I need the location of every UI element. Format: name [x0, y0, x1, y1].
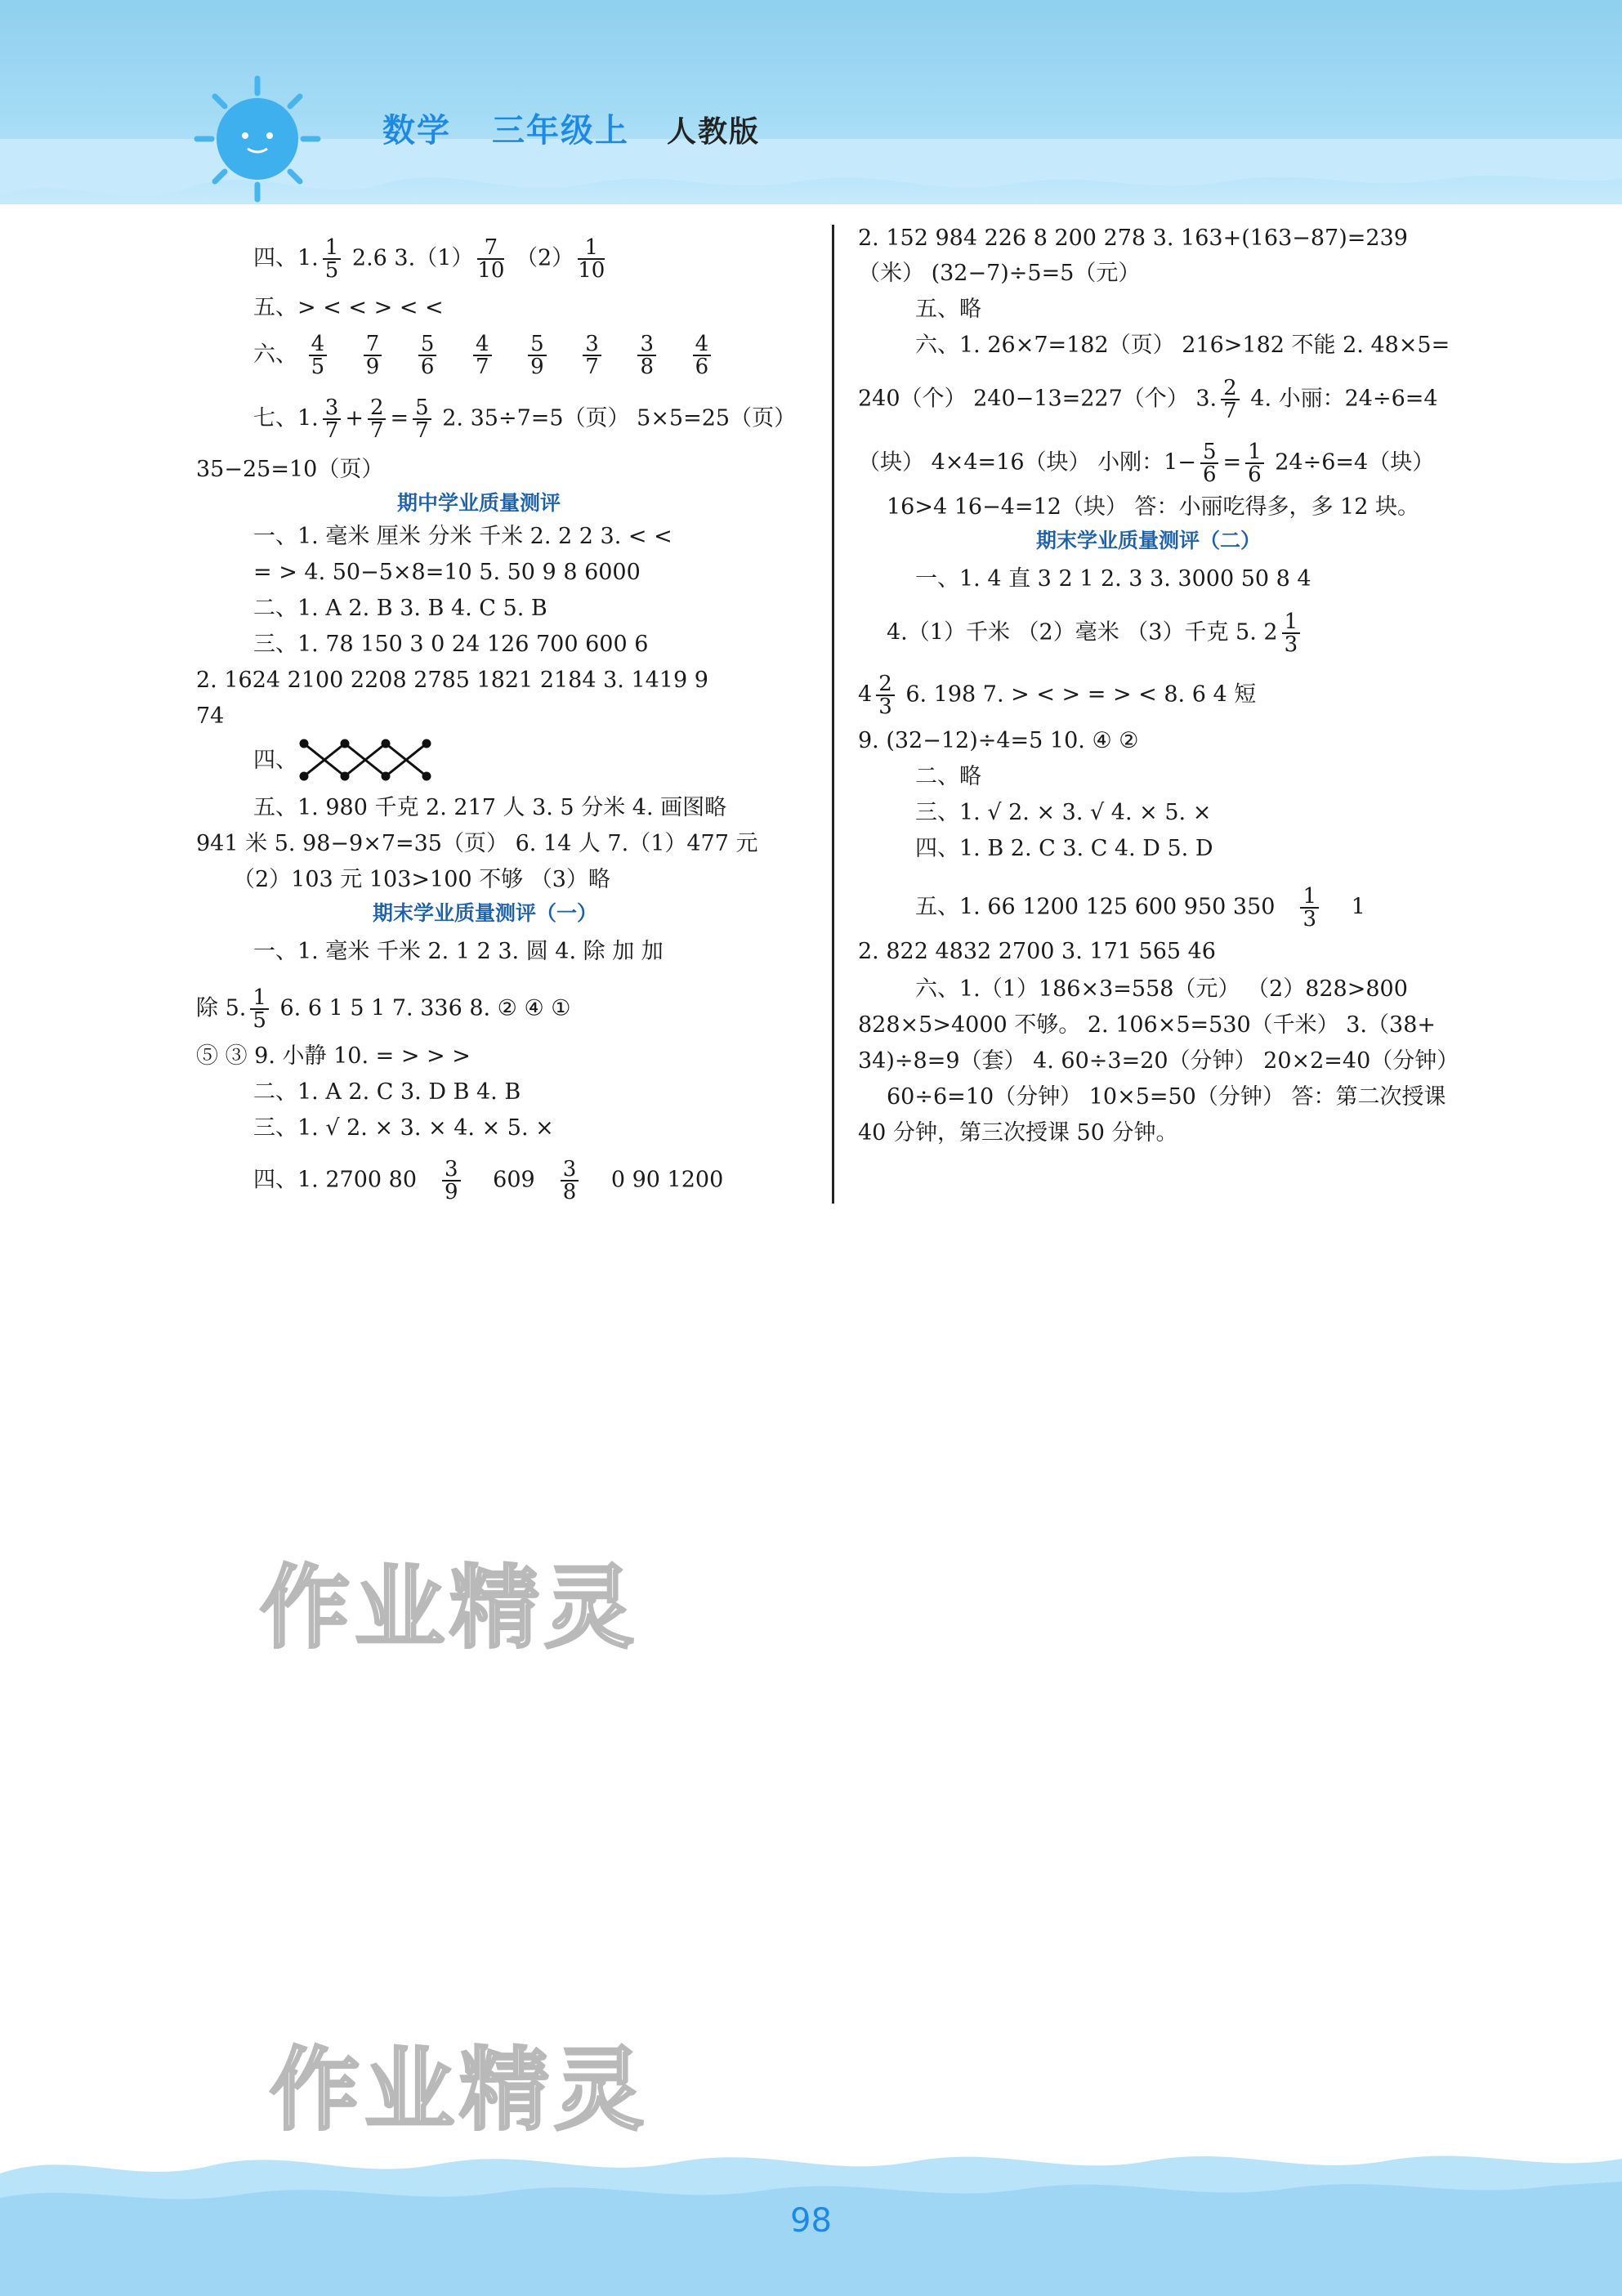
answer-line: 9. (32−12)÷4=5 10. ④ ② [858, 728, 1139, 753]
header-title [382, 105, 760, 151]
answer-line: （米） (32−7)÷5=5（元） [858, 261, 1141, 286]
fraction: $\frac{7}{9}$ [364, 333, 382, 377]
fraction: $\frac{3}{7}$ [323, 397, 342, 441]
answer-line: 一、1. 毫米 千米 2. 1 2 3. 圆 4. 除 加 加 [253, 939, 664, 964]
answer-line: 74 [196, 704, 225, 729]
answer-line: 二、略 [915, 764, 981, 789]
fraction: $\frac{1}{5}$ [323, 237, 342, 281]
answer-line: 2. 822 4832 2700 3. 171 565 46 [858, 939, 1216, 964]
fraction: $\frac{5}{6}$ [1200, 441, 1219, 485]
watermark: 作业精灵 [270, 2038, 649, 2142]
fraction: $\frac{2}{7}$ [368, 397, 387, 441]
answer-line: = > 4. 50−5×8=10 5. 50 9 8 6000 [253, 560, 641, 585]
answer-line: 60÷6=10（分钟） 10×5=50（分钟） 答：第二次授课 [887, 1084, 1446, 1110]
answer-line: （块） 4×4=16（块） 小刚：1− $\frac{5}{6}$ = $\frac{1}{6}$ 24÷6=4（块） [858, 440, 1435, 487]
sun-icon [192, 74, 323, 204]
answer-line: 三、1. √ 2. × 3. × 4. × 5. × [253, 1115, 554, 1141]
section-title-final-2: 期末学业质量测评（二） [1036, 529, 1262, 552]
section-title-final-1: 期末学业质量测评（一） [373, 901, 598, 925]
fraction: $\frac{3}{8}$ [561, 1159, 579, 1203]
fraction: $\frac{4}{6}$ [693, 333, 712, 377]
answer-line: 七、1. $\frac{3}{7}$ + $\frac{2}{7}$ = $\frac{5}{7}$ 2. 35÷7=5（页） 5×5=25（页） [253, 395, 797, 443]
fraction: $\frac{1}{6}$ [1245, 441, 1264, 485]
fraction: $\frac{3}{7}$ [583, 333, 601, 377]
answer-line: 除 5. $\frac{1}{5}$ 6. 6 1 5 1 7. 336 8. ② ④ ① [196, 985, 571, 1033]
fraction: $\frac{1}{5}$ [250, 987, 269, 1031]
answer-line: 240（个） 240−13=227（个） 3. $\frac{2}{7}$ 4. 小丽：24÷6=4 [858, 376, 1438, 423]
answer-line: 四、1. 2700 80 $\frac{3}{9}$ 609 $\frac{3}{8}$ 0 90 1200 [253, 1157, 724, 1204]
fraction: $\frac{3}{9}$ [442, 1159, 461, 1203]
edition-label: 人教版 [667, 115, 761, 149]
fraction: $\frac{2}{3}$ [876, 673, 895, 717]
answer-line: 五、> < < > < < [253, 295, 444, 320]
fraction: $\frac{1}{3}$ [1282, 611, 1301, 655]
answer-line: 六、1. 26×7=182（页） 216>182 不能 2. 48×5= [915, 333, 1450, 358]
answer-line: 五、1. 980 千克 2. 217 人 3. 5 分米 4. 画图略 [253, 795, 727, 820]
answer-line: 一、1. 毫米 厘米 分米 千米 2. 2 2 3. < < [253, 524, 672, 549]
matching-lines-figure [296, 735, 451, 784]
fraction: $\frac{1}{3}$ [1300, 886, 1319, 930]
page-number: 98 [790, 2202, 832, 2240]
answer-line: 三、1. √ 2. × 3. √ 4. × 5. × [915, 800, 1212, 825]
answer-line: 四、1. B 2. C 3. C 4. D 5. D [915, 836, 1213, 861]
answer-line: 2. 152 984 226 8 200 278 3. 163+(163−87)=239 [858, 226, 1408, 251]
answer-line: 二、1. A 2. C 3. D B 4. B [253, 1079, 521, 1105]
answer-line: 34)÷8=9（套） 4. 60÷3=20（分钟） 20×2=40（分钟） [858, 1048, 1459, 1074]
subject-label: 数学 [382, 112, 451, 150]
answer-line: 四、1. $\frac{1}{5}$ 2.6 3.（1） $\frac{7}{10}$ （2） $\frac{1}{10}$ [253, 235, 605, 283]
grade-label: 三年级上 [492, 112, 629, 150]
answer-line: 4 $\frac{2}{3}$ 6. 198 7. > < > = > < 8. 6 4 短 [858, 672, 1257, 719]
answer-line: 828×5>4000 不够。 2. 106×5=530（千米） 3.（38+ [858, 1012, 1436, 1038]
fraction: $\frac{5}{7}$ [413, 397, 431, 441]
fraction: $\frac{1}{10}$ [578, 235, 605, 283]
answer-line: 35−25=10（页） [196, 457, 384, 482]
fraction: $\frac{2}{7}$ [1221, 377, 1240, 422]
answer-line: 一、1. 4 直 3 2 1 2. 3 3. 3000 50 8 4 [915, 566, 1311, 592]
answer-line: 五、1. 66 1200 125 600 950 350 $\frac{1}{3}$ 1 [915, 884, 1365, 931]
fraction: $\frac{5}{6}$ [418, 333, 437, 377]
answer-line: 三、1. 78 150 3 0 24 126 700 600 6 [253, 632, 649, 657]
answer-line: 4.（1）千米 （2）毫米 （3）千克 5. 2 $\frac{1}{3}$ [887, 611, 1304, 655]
answer-line: 2. 1624 2100 2208 2785 1821 2184 3. 1419 9 [196, 668, 708, 693]
fraction: $\frac{4}{7}$ [473, 333, 492, 377]
answer-line: 16>4 16−4=12（块） 答：小丽吃得多，多 12 块。 [887, 494, 1419, 520]
answer-line: 五、略 [915, 297, 981, 322]
fraction: $\frac{3}{8}$ [637, 333, 656, 377]
answer-line: （2）103 元 103>100 不够 （3）略 [233, 867, 610, 892]
answer-line: 六、1.（1）186×3=558（元） （2）828>800 [915, 976, 1408, 1002]
fraction: $\frac{4}{5}$ [309, 333, 328, 377]
column-divider [832, 225, 834, 1204]
answer-line: 四、 [253, 748, 297, 773]
answer-line: 40 分钟，第三次授课 50 分钟。 [858, 1120, 1178, 1146]
fraction: $\frac{5}{9}$ [528, 333, 547, 377]
fraction: $\frac{7}{10}$ [477, 235, 505, 283]
answer-line: 二、1. A 2. B 3. B 4. C 5. B [253, 596, 547, 621]
section-title-midterm: 期中学业质量测评 [397, 491, 561, 515]
answer-line: 六、 $\frac{4}{5}$ $\frac{7}{9}$ $\frac{5}{6}$ $\frac{4}{7}$ $\frac{5}{9}$ $\frac{3}{7}$ $\frac{3}{8}$ $\frac{4}{6}$ [253, 333, 715, 377]
answer-line: ⑤ ③ 9. 小静 10. = > > > [196, 1043, 471, 1069]
watermark: 作业精灵 [260, 1556, 639, 1660]
answer-line: 941 米 5. 98−9×7=35（页） 6. 14 人 7.（1）477 元 [196, 831, 758, 856]
